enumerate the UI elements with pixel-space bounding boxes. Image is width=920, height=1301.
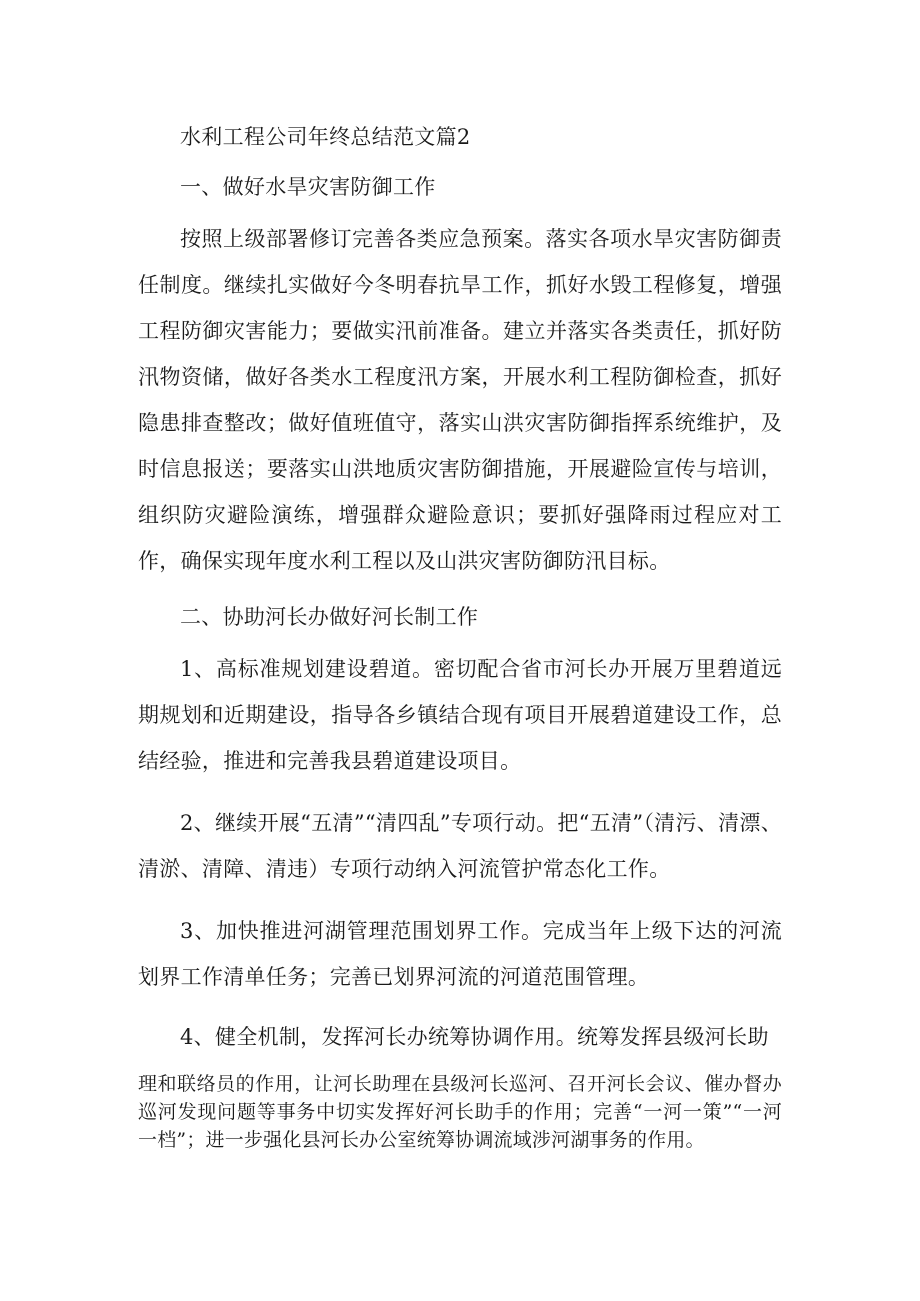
section-2-item-3: 3、加快推进河湖管理范围划界工作。完成当年上级下达的河流划界工作清单任务；完善已划界河流的河道范围管理。 (138, 919, 782, 989)
section-2-item-4-lead: 4、健全机制，发挥河长办统筹协调作用。统筹发挥县级河长助 (180, 1025, 769, 1049)
section-2-item-1: 1、高标准规划建设碧道。密切配合省市河长办开展万里碧道远期规划和近期建设，指导各乡镇结合现有项目开展碧道建设工作，总结经验，推进和完善我县碧道建设项目。 (138, 657, 782, 773)
document-body (138, 114, 782, 1154)
section-2-item-4-continuation: 理和联络员的作用，让河长助理在县级河长巡河、召开河长会议、催办督办巡河发现问题等事务中切实发挥好河长助手的作用；完善“一河一策”“一河一档”；进一步强化县河长办公室统筹协调流域涉河湖事务的作用。 (138, 1073, 782, 1151)
section-2-item-2: 2、继续开展“五清”“清四乱”专项行动。把“五清”（清污、清漂、清淤、清障、清违）专项行动纳入河流管护常态化工作。 (138, 811, 782, 881)
section-1-paragraph: 按照上级部署修订完善各类应急预案。落实各项水旱灾害防御责任制度。继续扎实做好今冬明春抗旱工作，抓好水毁工程修复，增强工程防御灾害能力；要做实汛前准备。建立并落实各类责任，抓好防汛物资储，做好各类水工程度汛方案，开展水利工程防御检查，抓好隐患排查整改；做好值班值守，落实山洪灾害防御指挥系统维护，及时信息报送；要落实山洪地质灾害防御措施，开展避险宣传与培训，组织防灾避险演练，增强群众避险意识；要抓好强降雨过程应对工作，确保实现年度水利工程以及山洪灾害防御防汛目标。 (138, 227, 782, 573)
document-title: 水利工程公司年终总结范文篇2 (180, 125, 471, 149)
section-heading-2: 二、协助河长办做好河长制工作 (180, 605, 479, 629)
section-heading-1: 一、做好水旱灾害防御工作 (180, 175, 436, 199)
